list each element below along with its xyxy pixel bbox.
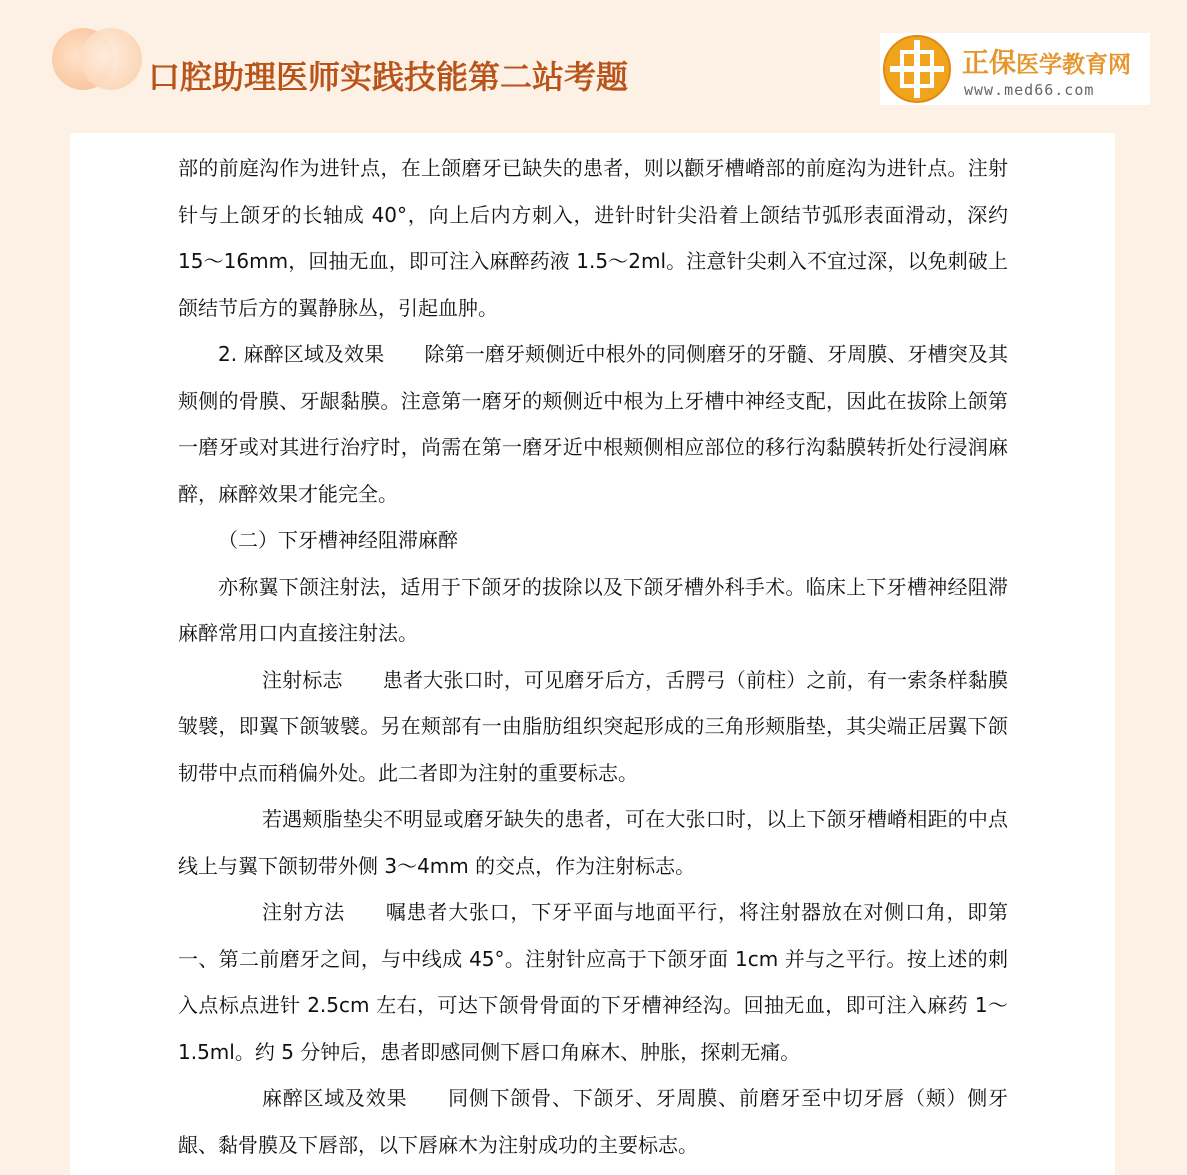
page-header: [0, 0, 1187, 130]
logo-name-main: 正保: [962, 48, 1016, 79]
document-body: [178, 145, 1008, 1168]
logo-mark-icon: [882, 34, 952, 104]
paragraph: 若遇颊脂垫尖不明显或磨牙缺失的患者，可在大张口时，以上下颌牙槽嵴相距的中点线上与翼下颌韧带外侧 3～4mm 的交点，作为注射标志。: [178, 807, 1008, 878]
section-heading: （二）下牙槽神经阻滞麻醉: [218, 528, 458, 552]
paragraph: [178, 889, 1008, 1075]
subsection-heading: 注射方法: [262, 900, 346, 924]
paragraph: 亦称翼下颌注射法，适用于下颌牙的拔除以及下颌牙槽外科手术。临床上下牙槽神经阻滞麻醉常用口内直接注射法。: [178, 574, 1008, 645]
paragraph-text: 嘱患者大张口，下牙平面与地面平行，将注射器放在对侧口角，即第一、第二前磨牙之间，与中线成 45°。注射针应高于下颌牙面 1cm 并与之平行。按上述的刺入点标点进针 2.5cm 左右，可达下颌骨骨面的下牙槽神经沟。回抽无血，即可注入麻药 1～1.5ml。约 5 分钟后，患者即感同侧下唇口角麻木、肿胀，探刺无痛。: [178, 900, 1009, 1064]
logo-name: [962, 41, 1131, 80]
paragraph: [178, 331, 1008, 517]
subsection-heading: 注射标志: [262, 667, 343, 692]
paragraph: 部的前庭沟作为进针点，在上颌磨牙已缺失的患者，则以颧牙槽嵴部的前庭沟为进针点。注射针与上颌牙的长轴成 40°，向上后内方刺入，进针时针尖沿着上颌结节弧形表面滑动，深约 15～16mm，回抽无血，即可注入麻醉药液 1.5～2ml。注意针尖刺入不宜过深，以免刺破上颌结节后方的翼静脉丛，引起血肿。: [178, 156, 1008, 320]
paragraph-text: 除第一磨牙颊侧近中根外的同侧磨牙的牙髓、牙周膜、牙槽突及其颊侧的骨膜、牙龈黏膜。注意第一磨牙的颊侧近中根为上牙槽中神经支配，因此在拔除上颌第一磨牙或对其进行治疗时，尚需在第一磨牙近中根颊侧相应部位的移行沟黏膜转折处行浸润麻醉，麻醉效果才能完全。: [178, 342, 1009, 506]
paragraph-text: 同侧下颌骨、下颌牙、牙周膜、前磨牙至中切牙唇（颊）侧牙龈、黏骨膜及下唇部，以下唇麻木为注射成功的主要标志。: [178, 1086, 1009, 1157]
content-panel: [70, 133, 1115, 1175]
subsection-heading: 麻醉区域及效果: [262, 1086, 408, 1110]
section-heading: 2. 麻醉区域及效果: [218, 342, 385, 366]
paragraph-text: 患者大张口时，可见磨牙后方，舌腭弓（前柱）之前，有一索条样黏膜皱襞，即翼下颌皱襞。另在颊部有一由脂肪组织突起形成的三角形颊脂垫，其尖端正居翼下颌韧带中点而稍偏外处。此二者即为注射的重要标志。: [178, 667, 1009, 785]
brand-logo[interactable]: [880, 33, 1150, 105]
logo-name-sub: 医学教育网: [1016, 52, 1131, 78]
paragraph: [178, 1075, 1008, 1168]
page-title: 口腔助理医师实践技能第二站考题: [148, 58, 629, 96]
decorative-circle: [80, 28, 142, 90]
paragraph: [178, 657, 1008, 797]
logo-url: www.med66.com: [964, 81, 1095, 99]
